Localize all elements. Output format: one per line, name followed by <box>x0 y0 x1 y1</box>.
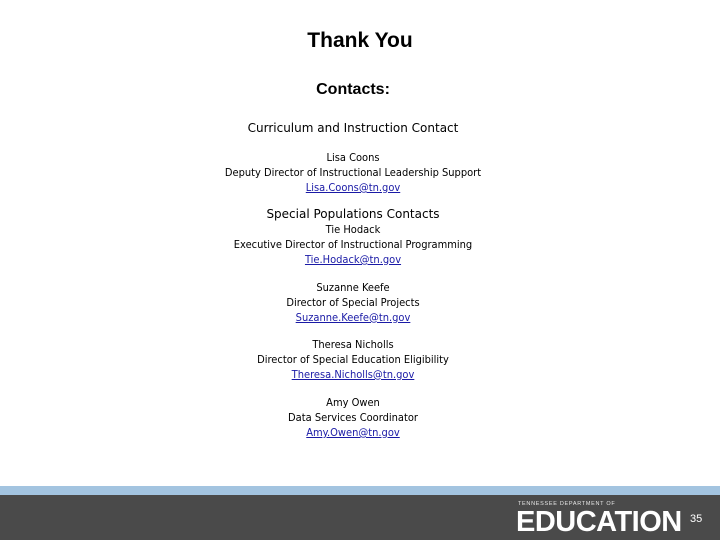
footer-stripe <box>0 486 720 495</box>
contact-tie-hodack <box>0 222 706 267</box>
contact-suzanne-keefe <box>0 280 706 325</box>
contact-role: Executive Director of Instructional Programming <box>233 238 473 251</box>
contact-email-link[interactable]: Lisa.Coons@tn.gov <box>305 181 401 194</box>
contact-name: Lisa Coons <box>326 151 380 164</box>
contact-amy-owen <box>0 395 706 440</box>
logo-department-text: TENNESSEE DEPARTMENT OF <box>518 501 616 507</box>
logo-education-text: EDUCATION <box>516 506 682 538</box>
contact-role: Data Services Coordinator <box>288 411 418 424</box>
contacts-heading: Contacts: <box>316 81 390 98</box>
contact-name: Tie Hodack <box>325 223 381 236</box>
slide-title: Thank You <box>307 29 413 52</box>
contact-name: Amy Owen <box>326 396 380 409</box>
page-number: 35 <box>690 513 703 525</box>
contact-email-link[interactable]: Theresa.Nicholls@tn.gov <box>291 368 415 381</box>
contact-email-link[interactable]: Amy.Owen@tn.gov <box>306 426 400 439</box>
contact-role: Director of Special Education Eligibility <box>257 353 449 366</box>
contact-name: Suzanne Keefe <box>316 281 390 294</box>
contact-role: Director of Special Projects <box>286 296 420 309</box>
section-heading-curriculum: Curriculum and Instruction Contact <box>247 121 459 135</box>
section-heading-special-populations: Special Populations Contacts <box>266 207 440 221</box>
contact-name: Theresa Nicholls <box>312 338 394 351</box>
contact-role: Deputy Director of Instructional Leadership Support <box>224 166 482 179</box>
contact-email-link[interactable]: Suzanne.Keefe@tn.gov <box>295 311 411 324</box>
contact-lisa-coons <box>0 150 706 195</box>
contact-email-link[interactable]: Tie.Hodack@tn.gov <box>304 253 402 266</box>
contact-theresa-nicholls <box>0 337 706 382</box>
